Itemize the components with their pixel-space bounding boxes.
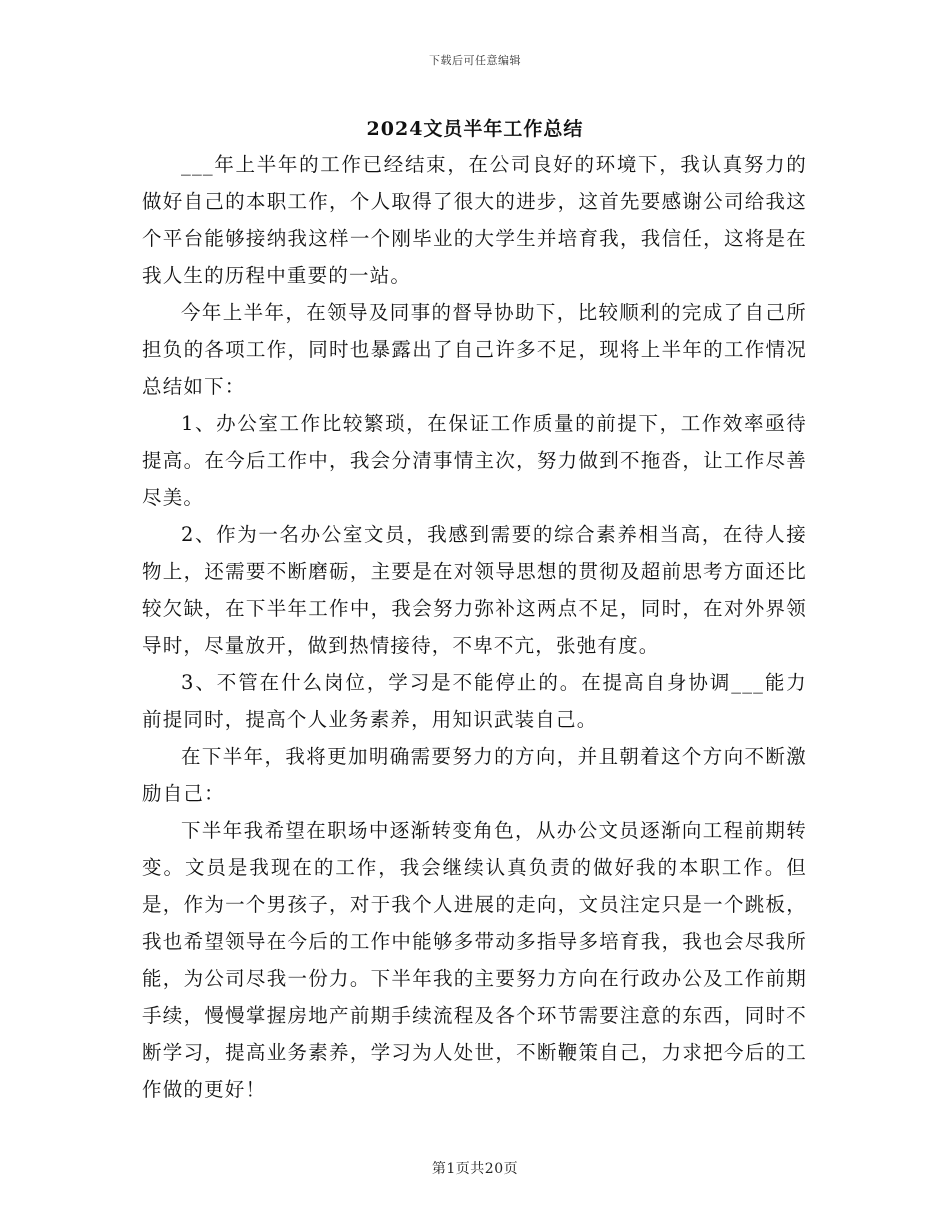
header-note: 下载后可任意编辑 xyxy=(429,54,521,67)
paragraph-point-1: 1、办公室工作比较繁琐，在保证工作质量的前提下，工作效率亟待提高。在今后工作中，我会分清事情主次，努力做到不拖沓，让工作尽善尽美。 xyxy=(142,412,807,509)
paragraph-point-2: 2、作为一名办公室文员，我感到需要的综合素养相当高，在待人接物上，还需要不断磨砺，主要是在对领导思想的贯彻及超前思考方面还比较欠缺，在下半年工作中，我会努力弥补这两点不足，同时，在对外界领导时，尽量放开，做到热情接待，不卑不亢，张弛有度。 xyxy=(142,523,807,657)
document-body xyxy=(142,146,807,1108)
page-title: 2024文员半年工作总结 xyxy=(366,118,584,140)
paragraph-point-3: 3、不管在什么岗位，学习是不能停止的。在提高自身协调___能力前提同时，提高个人业务素养，用知识武装自己。 xyxy=(142,671,807,731)
paragraph-intro: ___年上半年的工作已经结束，在公司良好的环境下，我认真努力的做好自己的本职工作，个人取得了很大的进步，这首先要感谢公司给我这个平台能够接纳我这样一个刚毕业的大学生并培育我，我信任，这将是在我人生的历程中重要的一站。 xyxy=(142,153,807,287)
page-number: 第1页共20页 xyxy=(431,1161,519,1177)
paragraph-plan-detail: 下半年我希望在职场中逐渐转变角色，从办公文员逐渐向工程前期转变。文员是我现在的工作，我会继续认真负责的做好我的本职工作。但是，作为一个男孩子，对于我个人进展的走向，文员注定只是一个跳板，我也希望领导在今后的工作中能够多带动多指导多培育我，我也会尽我所能，为公司尽我一份力。下半年我的主要努力方向在行政办公及工作前期手续，慢慢掌握房地产前期手续流程及各个环节需要注意的东西，同时不断学习，提高业务素养，学习为人处世，不断鞭策自己，力求把今后的工作做的更好！ xyxy=(142,819,807,1101)
paragraph-plan-intro: 在下半年，我将更加明确需要努力的方向，并且朝着这个方向不断激励自己： xyxy=(142,745,807,805)
paragraph-overview: 今年上半年，在领导及同事的督导协助下，比较顺利的完成了自己所担负的各项工作，同时也暴露出了自己许多不足，现将上半年的工作情况总结如下： xyxy=(142,301,807,398)
